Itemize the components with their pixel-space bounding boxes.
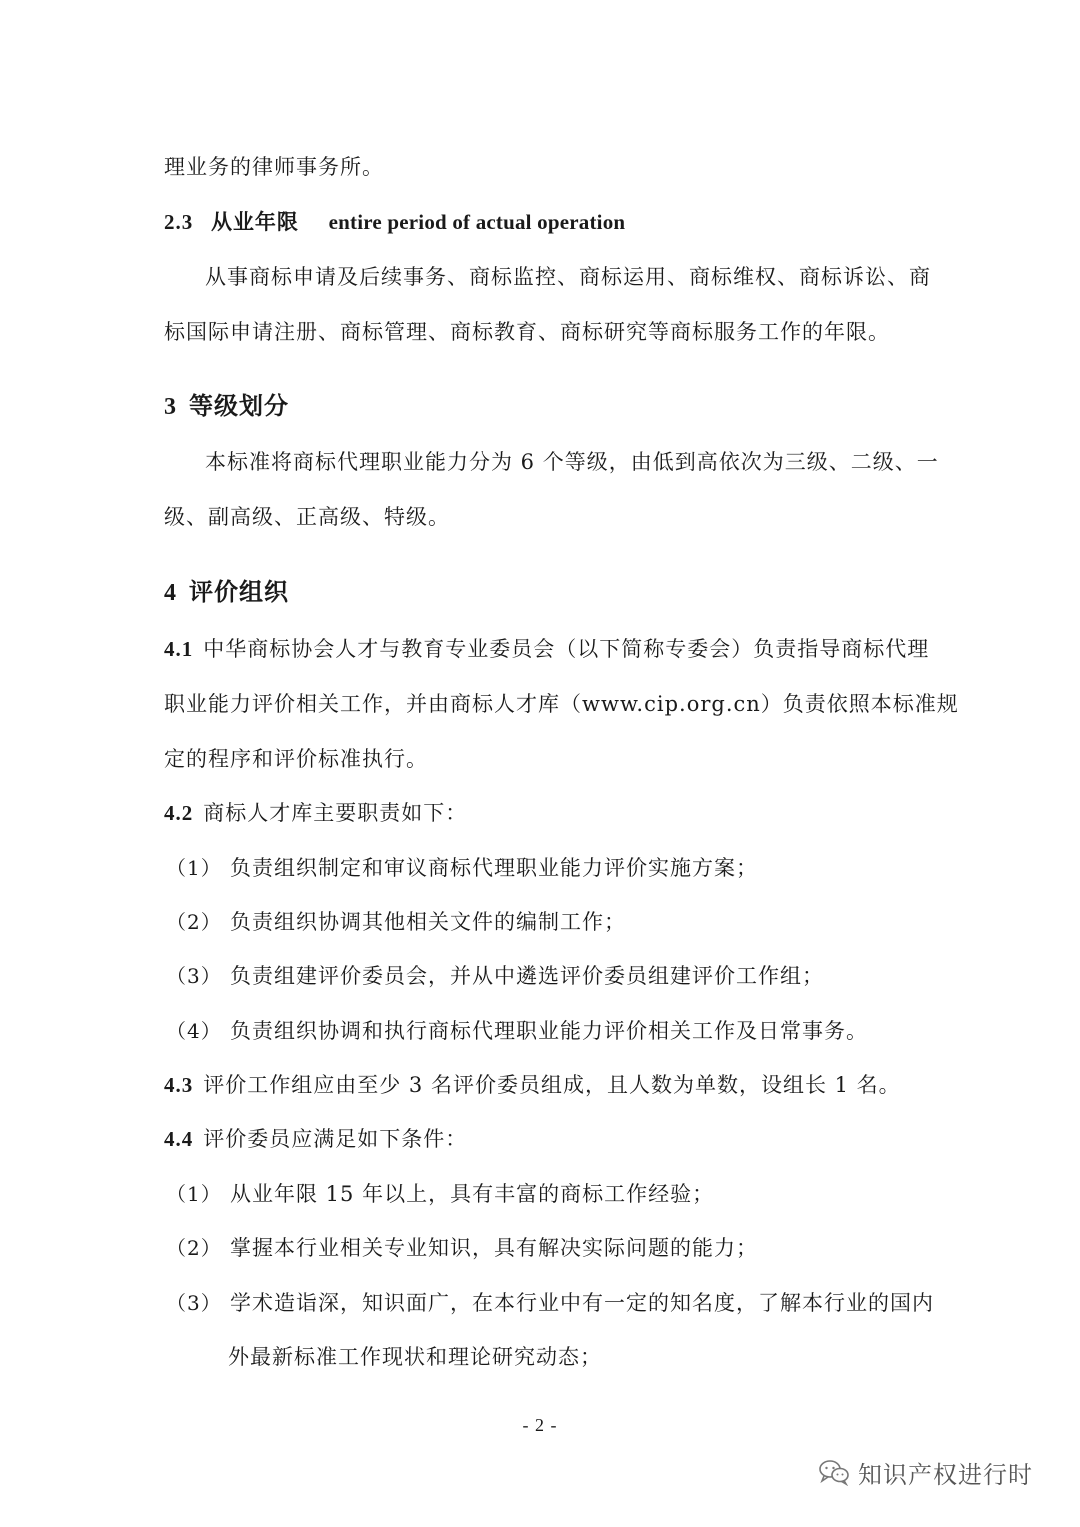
list-item-number: （1） [166,1182,222,1206]
chapter-number: 3 [164,394,177,420]
section-heading-2-3 [164,208,625,236]
list-item-number: （1） [166,856,222,880]
chapter-number: 4 [164,580,177,606]
section-title: 从业年限 [210,209,299,234]
section-number: 4.4 [164,1127,194,1151]
chapter-title: 评价组织 [189,577,289,606]
wechat-icon [818,1458,850,1486]
section-number: 4.2 [164,801,194,825]
page-number: - 2 - [522,1415,558,1435]
chapter-title: 等级划分 [189,391,289,420]
section-4-1-line [164,635,929,663]
watermark-text: 知识产权进行时 [858,1460,1033,1489]
section-text: 商标人才库主要职责如下： [203,801,468,825]
section-number: 4.1 [164,637,194,661]
chapter-heading-4 [164,576,289,609]
list-item-number: （3） [166,964,222,988]
section-text: 评价工作组应由至少 3 名评价委员组成，且人数为单数，设组长 1 名。 [203,1073,901,1097]
paragraph-line: 级、副高级、正高级、特级。 [164,505,450,529]
paragraph-line: 理业务的律师事务所。 [164,155,384,179]
list-item-text: 从业年限 15 年以上，具有丰富的商标工作经验； [230,1182,715,1206]
watermark [818,1452,1033,1492]
paragraph-line: 定的程序和评价标准执行。 [164,747,428,771]
section-number: 2.3 [164,210,194,234]
list-item-text: 负责组织协调和执行商标代理职业能力评价相关工作及日常事务。 [230,1019,868,1043]
list-item-text: 学术造诣深，知识面广，在本行业中有一定的知名度，了解本行业的国内 [230,1291,934,1315]
section-4-2-line [164,799,467,827]
list-item-number: （3） [166,1291,222,1315]
list-item-text: 掌握本行业相关专业知识，具有解决实际问题的能力； [230,1236,758,1260]
paragraph-line: 从事商标申请及后续事务、商标监控、商标运用、商标维权、商标诉讼、商 [205,265,931,289]
paragraph-line: 职业能力评价相关工作，并由商标人才库（www.cip.org.cn）负责依照本标准规 [164,692,959,716]
list-item [166,962,824,990]
chapter-heading-3 [164,390,289,423]
list-item-continuation: 外最新标准工作现状和理论研究动态； [228,1345,602,1369]
list-item [166,1289,934,1317]
paragraph-line: 标国际申请注册、商标管理、商标教育、商标研究等商标服务工作的年限。 [164,320,890,344]
list-item-number: （4） [166,1019,222,1043]
section-4-4-line [164,1125,467,1153]
list-item-number: （2） [166,1236,222,1260]
section-title-english: entire period of actual operation [328,210,626,234]
section-text: 评价委员应满足如下条件： [203,1127,468,1151]
list-item [166,908,626,936]
paragraph-line: 本标准将商标代理职业能力分为 6 个等级，由低到高依次为三级、二级、一 [205,450,939,474]
section-4-3-line [164,1071,901,1099]
list-item-text: 负责组建评价委员会，并从中遴选评价委员组建评价工作组； [230,964,824,988]
list-item-number: （2） [166,910,222,934]
list-item [166,1017,868,1045]
list-item-text: 负责组织协调其他相关文件的编制工作； [230,910,626,934]
list-item [166,1234,758,1262]
list-item [166,854,758,882]
list-item [166,1180,714,1208]
list-item-text: 负责组织制定和审议商标代理职业能力评价实施方案； [230,856,758,880]
section-number: 4.3 [164,1073,194,1097]
section-text: 中华商标协会人才与教育专业委员会（以下简称专委会）负责指导商标代理 [203,637,930,661]
